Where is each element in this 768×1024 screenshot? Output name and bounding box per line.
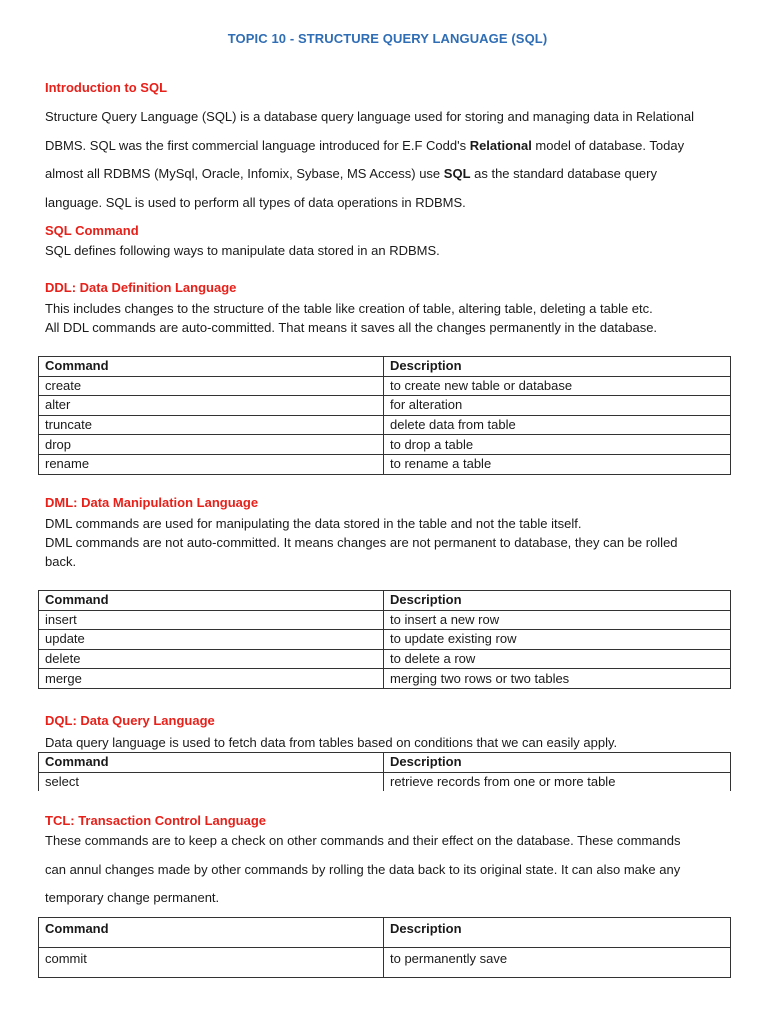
table-row: update to update existing row — [39, 630, 731, 650]
table-row: delete to delete a row — [39, 649, 731, 669]
dml-table — [38, 590, 731, 689]
col-description-header: Description — [384, 591, 731, 611]
ddl-paragraph — [45, 299, 735, 337]
intro-line-3: almost all RDBMS (MySql, Oracle, Infomix, Sybase, MS Access) use SQL as the standard database query — [45, 166, 657, 181]
table-row: select retrieve records from one or more table — [39, 772, 731, 791]
tcl-heading: TCL: Transaction Control Language — [45, 813, 267, 828]
table-row: insert to insert a new row — [39, 610, 731, 630]
table-row: rename to rename a table — [39, 454, 731, 474]
intro-line-4: language. SQL is used to perform all types of data operations in RDBMS. — [45, 194, 466, 210]
dql-table — [38, 752, 731, 791]
col-description-header: Description — [384, 753, 731, 773]
intro-line-1: Structure Query Language (SQL) is a database query language used for storing and managing data in Relational — [45, 109, 694, 124]
page-title: TOPIC 10 - STRUCTURE QUERY LANGUAGE (SQL) — [227, 31, 548, 46]
tcl-table — [38, 917, 731, 978]
table-header-row — [39, 357, 731, 377]
table-row: drop to drop a table — [39, 435, 731, 455]
relational-bold: Relational — [469, 137, 532, 153]
ddl-line-2: All DDL commands are auto-committed. That means it saves all the changes permanently in the database. — [45, 320, 658, 335]
col-description-header: Description — [384, 918, 731, 948]
intro-paragraph — [45, 103, 735, 217]
tcl-paragraph — [45, 827, 735, 913]
ddl-line-1: This includes changes to the structure of the table like creation of table, altering table, deleting a table etc. — [45, 301, 653, 316]
table-header-row — [39, 591, 731, 611]
sql-bold: SQL — [443, 166, 471, 181]
dql-text: Data query language is used to fetch data from tables based on conditions that we can easily apply. — [45, 735, 618, 750]
ddl-table — [38, 356, 731, 475]
col-command-header: Command — [39, 753, 384, 773]
table-row: truncate delete data from table — [39, 415, 731, 435]
table-row: merge merging two rows or two tables — [39, 669, 731, 689]
table-header-row — [39, 753, 731, 773]
dml-line-3: back. — [45, 554, 77, 569]
table-row: alter for alteration — [39, 396, 731, 416]
intro-heading: Introduction to SQL — [45, 80, 168, 95]
dml-heading: DML: Data Manipulation Language — [45, 495, 259, 510]
col-command-header: Command — [39, 591, 384, 611]
sql-command-text: SQL defines following ways to manipulate data stored in an RDBMS. — [45, 243, 440, 258]
dml-line-1: DML commands are used for manipulating the data stored in the table and not the table itself. — [45, 516, 582, 531]
col-command-header: Command — [39, 357, 384, 377]
tcl-line-2: can annul changes made by other commands by rolling the data back to its original state. It can also make any — [45, 861, 681, 877]
col-description-header: Description — [384, 357, 731, 377]
col-command-header: Command — [39, 918, 384, 948]
tcl-line-1: These commands are to keep a check on other commands and their effect on the database. These commands — [45, 833, 681, 848]
dml-line-2: DML commands are not auto-committed. It means changes are not permanent to database, they can be rolled — [45, 535, 678, 550]
table-row: commit to permanently save — [39, 948, 731, 978]
ddl-heading: DDL: Data Definition Language — [45, 280, 237, 295]
table-header-row — [39, 918, 731, 948]
intro-line-2: DBMS. SQL was the first commercial language introduced for E.F Codd's Relational model of database. Today — [45, 137, 685, 153]
table-row: create to create new table or database — [39, 376, 731, 396]
dql-heading: DQL: Data Query Language — [45, 713, 215, 728]
dml-paragraph — [45, 514, 735, 571]
sql-command-heading: SQL Command — [45, 223, 139, 238]
tcl-line-3: temporary change permanent. — [45, 890, 220, 905]
